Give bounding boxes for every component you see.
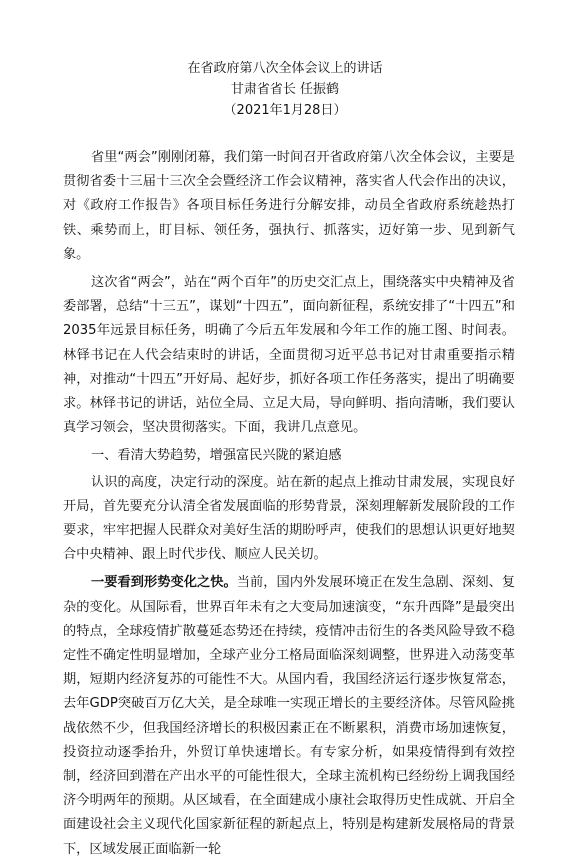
paragraph-understanding: 认识的高度，决定行动的深度。站在新的起点上推动甘肃发展，实现良好开局，首先要充分认清全省发展面临的形势背景，深刻理解新发展阶段的工作要求，牢牢把握人民群众对美好生活的期盼呼声，使我们的思想认识更好地契合中央精神、跟上时代步伐、顺应人民关切。 xyxy=(63,474,515,563)
paragraph-situation xyxy=(63,571,515,861)
speech-title: 在省政府第八次全体会议上的讲话 xyxy=(187,61,383,76)
paragraph-opening: 省里“两会”刚刚闭幕，我们第一时间召开省政府第八次全体会议，主要是贯彻省委十三届十三次全会暨经济工作会议精神，落实省人代会作出的决议，对《政府工作报告》各项目标任务进行分解安排，动员全省政府系统趁热打铁、乘势而上，盯目标、领任务，强执行、抓落实，迈好第一步、见到新气象。 xyxy=(63,150,515,262)
speaker-line: 甘肃省省长 任振鹤 xyxy=(230,82,340,97)
paragraph-two-sessions: 这次省“两会”，站在“两个百年”的历史交汇点上，围绕落实中央精神及省委部署，总结“十三五”，谋划“十四五”，面向新征程，系统安排了“十四五”和2035年远景目标任务，明确了今后五年发展和今年工作的施工图、时间表。林铎书记在人代会结束时的讲话，全面贯彻习近平总书记对甘肃重要指示精神，对推动“十四五”开好局、起好步，抓好各项工作任务落实，提出了明确要求。林铎书记的讲话，站位全局、立足大局，导向鲜明、指向清晰，我们要认真学习领会，坚决贯彻落实。下面，我讲几点意见。 xyxy=(63,275,515,436)
paragraph-situation-text: 当前，国内外发展环境正在发生急剧、深刻、复杂的变化。从国际看，世界百年未有之大变局加速演变，“东升西降”是最突出的特点，全球疫情扩散蔓延态势还在持续，疫情冲击衍生的各类风险导致不稳定性不确定性明显增加，全球产业分工格局面临深刻调整，世界进入动荡变革期，短期内经济复苏的可能性不大。从国内看，我国经济运行逐步恢复常态，去年GDP突破百万亿大关，是全球唯一实现正增长的主要经济体。尽管风险挑战依然不少，但我国经济增长的积极因素正在不断累积，消费市场加速恢复，投资拉动逐季抬升，外贸订单快速增长。有专家分析，如果疫情得到有效控制，经济回到潜在产出水平的可能性很大，全球主流机构已经纷纷上调我国经济今明两年的预期。从区域看，在全面建成小康社会取得历史性成就、开启全面建设社会主义现代化国家新征程的新起点上，特别是构建新发展格局的背景下，区域发展正面临新一轮 xyxy=(63,575,516,857)
speech-date: （2021年1月28日） xyxy=(223,103,347,118)
speech-body xyxy=(63,146,515,866)
section-heading-1: 一、看清大势趋势，增强富民兴陇的紧迫感 xyxy=(91,448,342,464)
paragraph-lead-bold: 一要看到形势变化之快。 xyxy=(91,575,237,591)
speech-header xyxy=(0,58,570,121)
